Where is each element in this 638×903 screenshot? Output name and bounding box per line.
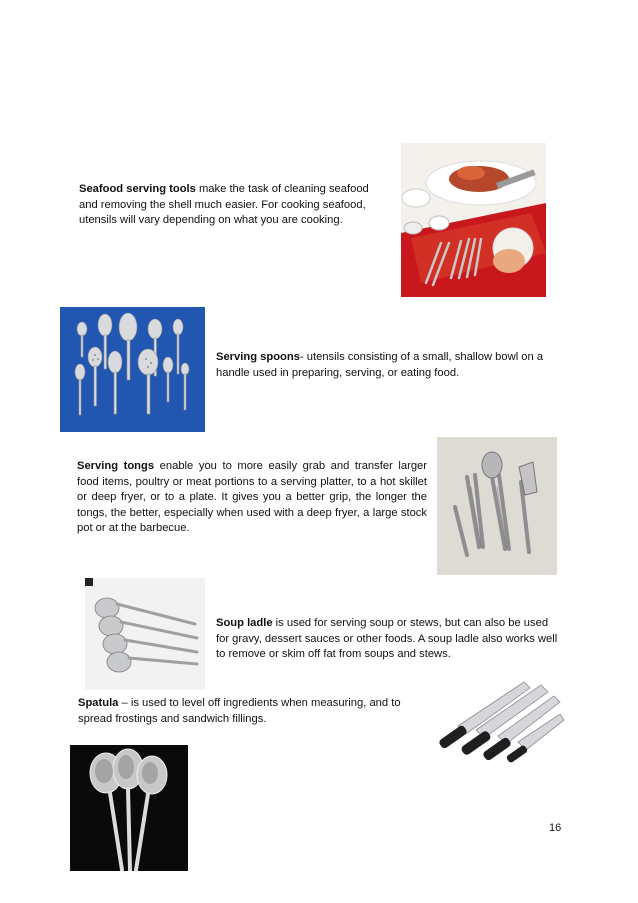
serving-tongs-photo bbox=[437, 437, 557, 575]
page-number: 16 bbox=[549, 822, 562, 834]
spatula-text: – is used to level off ingredients when measuring, and to spread frostings and sandwich fillings. bbox=[78, 697, 401, 725]
ladle-text: is used for serving soup or stews, but can also be used for gravy, dessert sauces or other foods. A soup ladle also works well to remove or skim off fat from soups and stews. bbox=[216, 617, 558, 660]
spoons-term: Serving spoons bbox=[216, 351, 300, 363]
seafood-text: make the task of cleaning seafood and removing the shell much easier. For cooking seafood, utensils will vary depending on what you are cooking. bbox=[79, 183, 369, 226]
ladle-paragraph bbox=[216, 616, 561, 663]
tongs-term: Serving tongs bbox=[77, 460, 155, 472]
ladle-term: Soup ladle bbox=[216, 617, 273, 629]
seafood-paragraph bbox=[79, 182, 384, 229]
spoons-text: - utensils consisting of a small, shallow bowl on a handle used in preparing, serving, or eating food. bbox=[216, 351, 544, 379]
seafood-term: Seafood serving tools bbox=[79, 183, 196, 195]
seafood-tools-photo bbox=[401, 143, 546, 297]
spatula-term: Spatula bbox=[78, 697, 119, 709]
spoons-paragraph bbox=[216, 350, 566, 381]
serving-spoons-photo bbox=[60, 307, 205, 432]
tongs-text: enable you to more easily grab and transfer larger food items, poultry or meat portions to a serving platter, to a hot skillet or deep fryer, or to a plate. It gives you a better grip, the longer the tongs, the better, especially when used with a deep fryer, a large stock pot or at the barbecue. bbox=[77, 460, 427, 534]
soup-ladle-photo bbox=[85, 578, 205, 690]
spatula-paragraph bbox=[78, 696, 423, 727]
tongs-paragraph bbox=[77, 459, 427, 537]
spatula-photo bbox=[436, 680, 566, 770]
spoons-bw-photo bbox=[70, 745, 188, 880]
